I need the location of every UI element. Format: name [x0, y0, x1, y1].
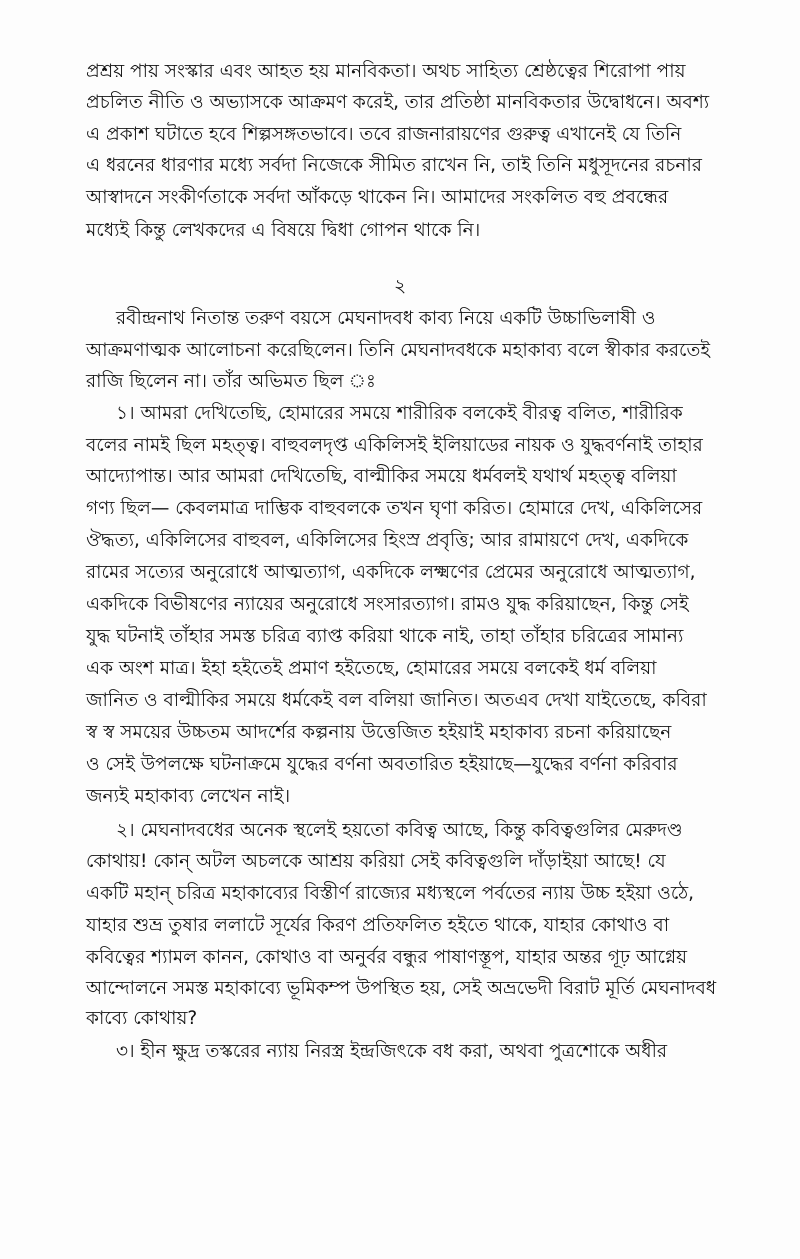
text-line: এক অংশ মাত্র। ইহা হইতেই প্রমাণ হইতেছে, হোমারের সময়ে বলকেই ধর্ম বলিয়া [86, 658, 657, 679]
text-line: রবীন্দ্রনাথ নিতান্ত তরুণ বয়সে মেঘনাদবধ কাব্য নিয়ে একটি উচ্চাভিলাষী ও [116, 308, 656, 329]
text-line: প্রশ্রয় পায় সংস্কার এবং আহত হয় মানবিকতা। অথচ সাহিত্য শ্রেষ্ঠত্বের শিরোপা পায় [86, 61, 686, 82]
text-line: যুদ্ধ ঘটনাই তাঁহার সমস্ত চরিত্র ব্যাপ্ত করিয়া থাকে নাই, তাহা তাঁহার চরিত্রের সামান্য [86, 626, 684, 647]
text-line: ২। মেঘনাদবধের অনেক স্থলেই হয়তো কবিত্ব আছে, কিন্তু কবিত্বগুলির মেরুদণ্ড [116, 820, 683, 841]
text-line: আক্রমণাত্মক আলোচনা করেছিলেন। তিনি মেঘনাদবধকে মহাকাব্য বলে স্বীকার করতেই [86, 340, 710, 361]
text-line: প্রচলিত নীতি ও অভ্যাসকে আক্রমণ করেই, তার প্রতিষ্ঠা মানবিকতার উদ্বোধনে। অবশ্য [86, 92, 710, 113]
text-line: মধ্যেই কিন্তু লেখকদের এ বিষয়ে দ্বিধা গোপন থাকে নি। [86, 220, 481, 241]
section-number: ২ [393, 275, 407, 297]
text-line: একদিকে বিভীষণের ন্যায়ের অনুরোধে সংসারত্যাগ। রামও যুদ্ধ করিয়াছেন, কিন্তু সেই [86, 594, 689, 615]
text-line: ঔদ্ধত্য, একিলিসের বাহুবল, একিলিসের হিংস্র প্রবৃত্তি; আর রামায়ণে দেখ, একদিকে [86, 530, 689, 551]
text-line: আদ্যোপান্ত। আর আমরা দেখিতেছি, বাল্মীকির সময়ে ধর্মবলই যথার্থ মহত্ত্ব বলিয়া [86, 466, 677, 487]
text-line: ৩। হীন ক্ষুদ্র তস্করের ন্যায় নিরস্ত্র ইন্দ্রজিৎকে বধ করা, অথবা পুত্রশোকে অধীর [116, 1041, 668, 1062]
text-line: একটি মহান্ চরিত্র মহাকাব্যের বিস্তীর্ণ রাজ্যের মধ্যস্থলে পর্বতের ন্যায় উচ্চ হইয়া ওঠে, [86, 883, 695, 904]
text-line: জানিত ও বাল্মীকির সময়ে ধর্মকেই বল বলিয়া জানিত। অতএব দেখা যাইতেছে, কবিরা [86, 690, 707, 711]
text-line: যাহার শুভ্র তুষার ললাটে সূর্যের কিরণ প্রতিফলিত হইতে থাকে, যাহার কোথাও বা [86, 915, 670, 936]
text-line: এ প্রকাশ ঘটাতে হবে শিল্পসঙ্গতভাবে। তবে রাজনারায়ণের গুরুত্ব এখানেই যে তিনি [86, 124, 682, 145]
text-line: এ ধরনের ধারণার মধ্যে সর্বদা নিজেকে সীমিত রাখেন নি, তাই তিনি মধুসূদনের রচনার [86, 155, 702, 176]
text-line: বলের নামই ছিল মহত্ত্ব। বাহুবলদৃপ্ত একিলিসই ইলিয়াডের নায়ক ও যুদ্ধবর্ণনাই তাহার [86, 435, 703, 456]
text-line: জন্যই মহাকাব্য লেখেন নাই। [86, 786, 291, 807]
text-line: কাব্যে কোথায়? [86, 1008, 198, 1029]
text-line: গণ্য ছিল— কেবলমাত্র দাম্ভিক বাহুবলকে তখন ঘৃণা করিত। হোমারে দেখ, একিলিসের [86, 498, 703, 519]
text-line: রাজি ছিলেন না। তাঁর অভিমত ছিল ঃ [86, 371, 376, 392]
text-line: আন্দোলনে সমস্ত মহাকাব্যে ভূমিকম্প উপস্থিত হয়, সেই অভ্রভেদী বিরাট মূর্তি মেঘনাদবধ [86, 978, 717, 999]
text-line: ১। আমরা দেখিতেছি, হোমারের সময়ে শারীরিক বলকেই বীরত্ব বলিত, শারীরিক [116, 403, 683, 424]
text-line: আস্বাদনে সংকীর্ণতাকে সর্বদা আঁকড়ে থাকেন নি। আমাদের সংকলিত বহু প্রবন্ধের [86, 187, 669, 208]
text-line: ও সেই উপলক্ষে ঘটনাক্রমে যুদ্ধের বর্ণনা অবতারিত হইয়াছে—যুদ্ধের বর্ণনা করিবার [86, 754, 678, 775]
text-line: কবিত্বের শ্যামল কানন, কোথাও বা অনুর্বর বন্ধুর পাষাণস্তূপ, যাহার অন্তর গূঢ় আগ্নেয় [86, 947, 687, 968]
text-line: কোথায়! কোন্ অটল অচলকে আশ্রয় করিয়া সেই কবিত্বগুলি দাঁড়াইয়া আছে! যে [86, 851, 666, 872]
text-line: রামের সত্যের অনুরোধে আত্মত্যাগ, একদিকে লক্ষ্মণের প্রেমের অনুরোধে আত্মত্যাগ, [86, 562, 696, 583]
text-line: স্ব স্ব সময়ের উচ্চতম আদর্শের কল্পনায় উত্তেজিত হইয়াই মহাকাব্য রচনা করিয়াছেন [86, 722, 672, 743]
